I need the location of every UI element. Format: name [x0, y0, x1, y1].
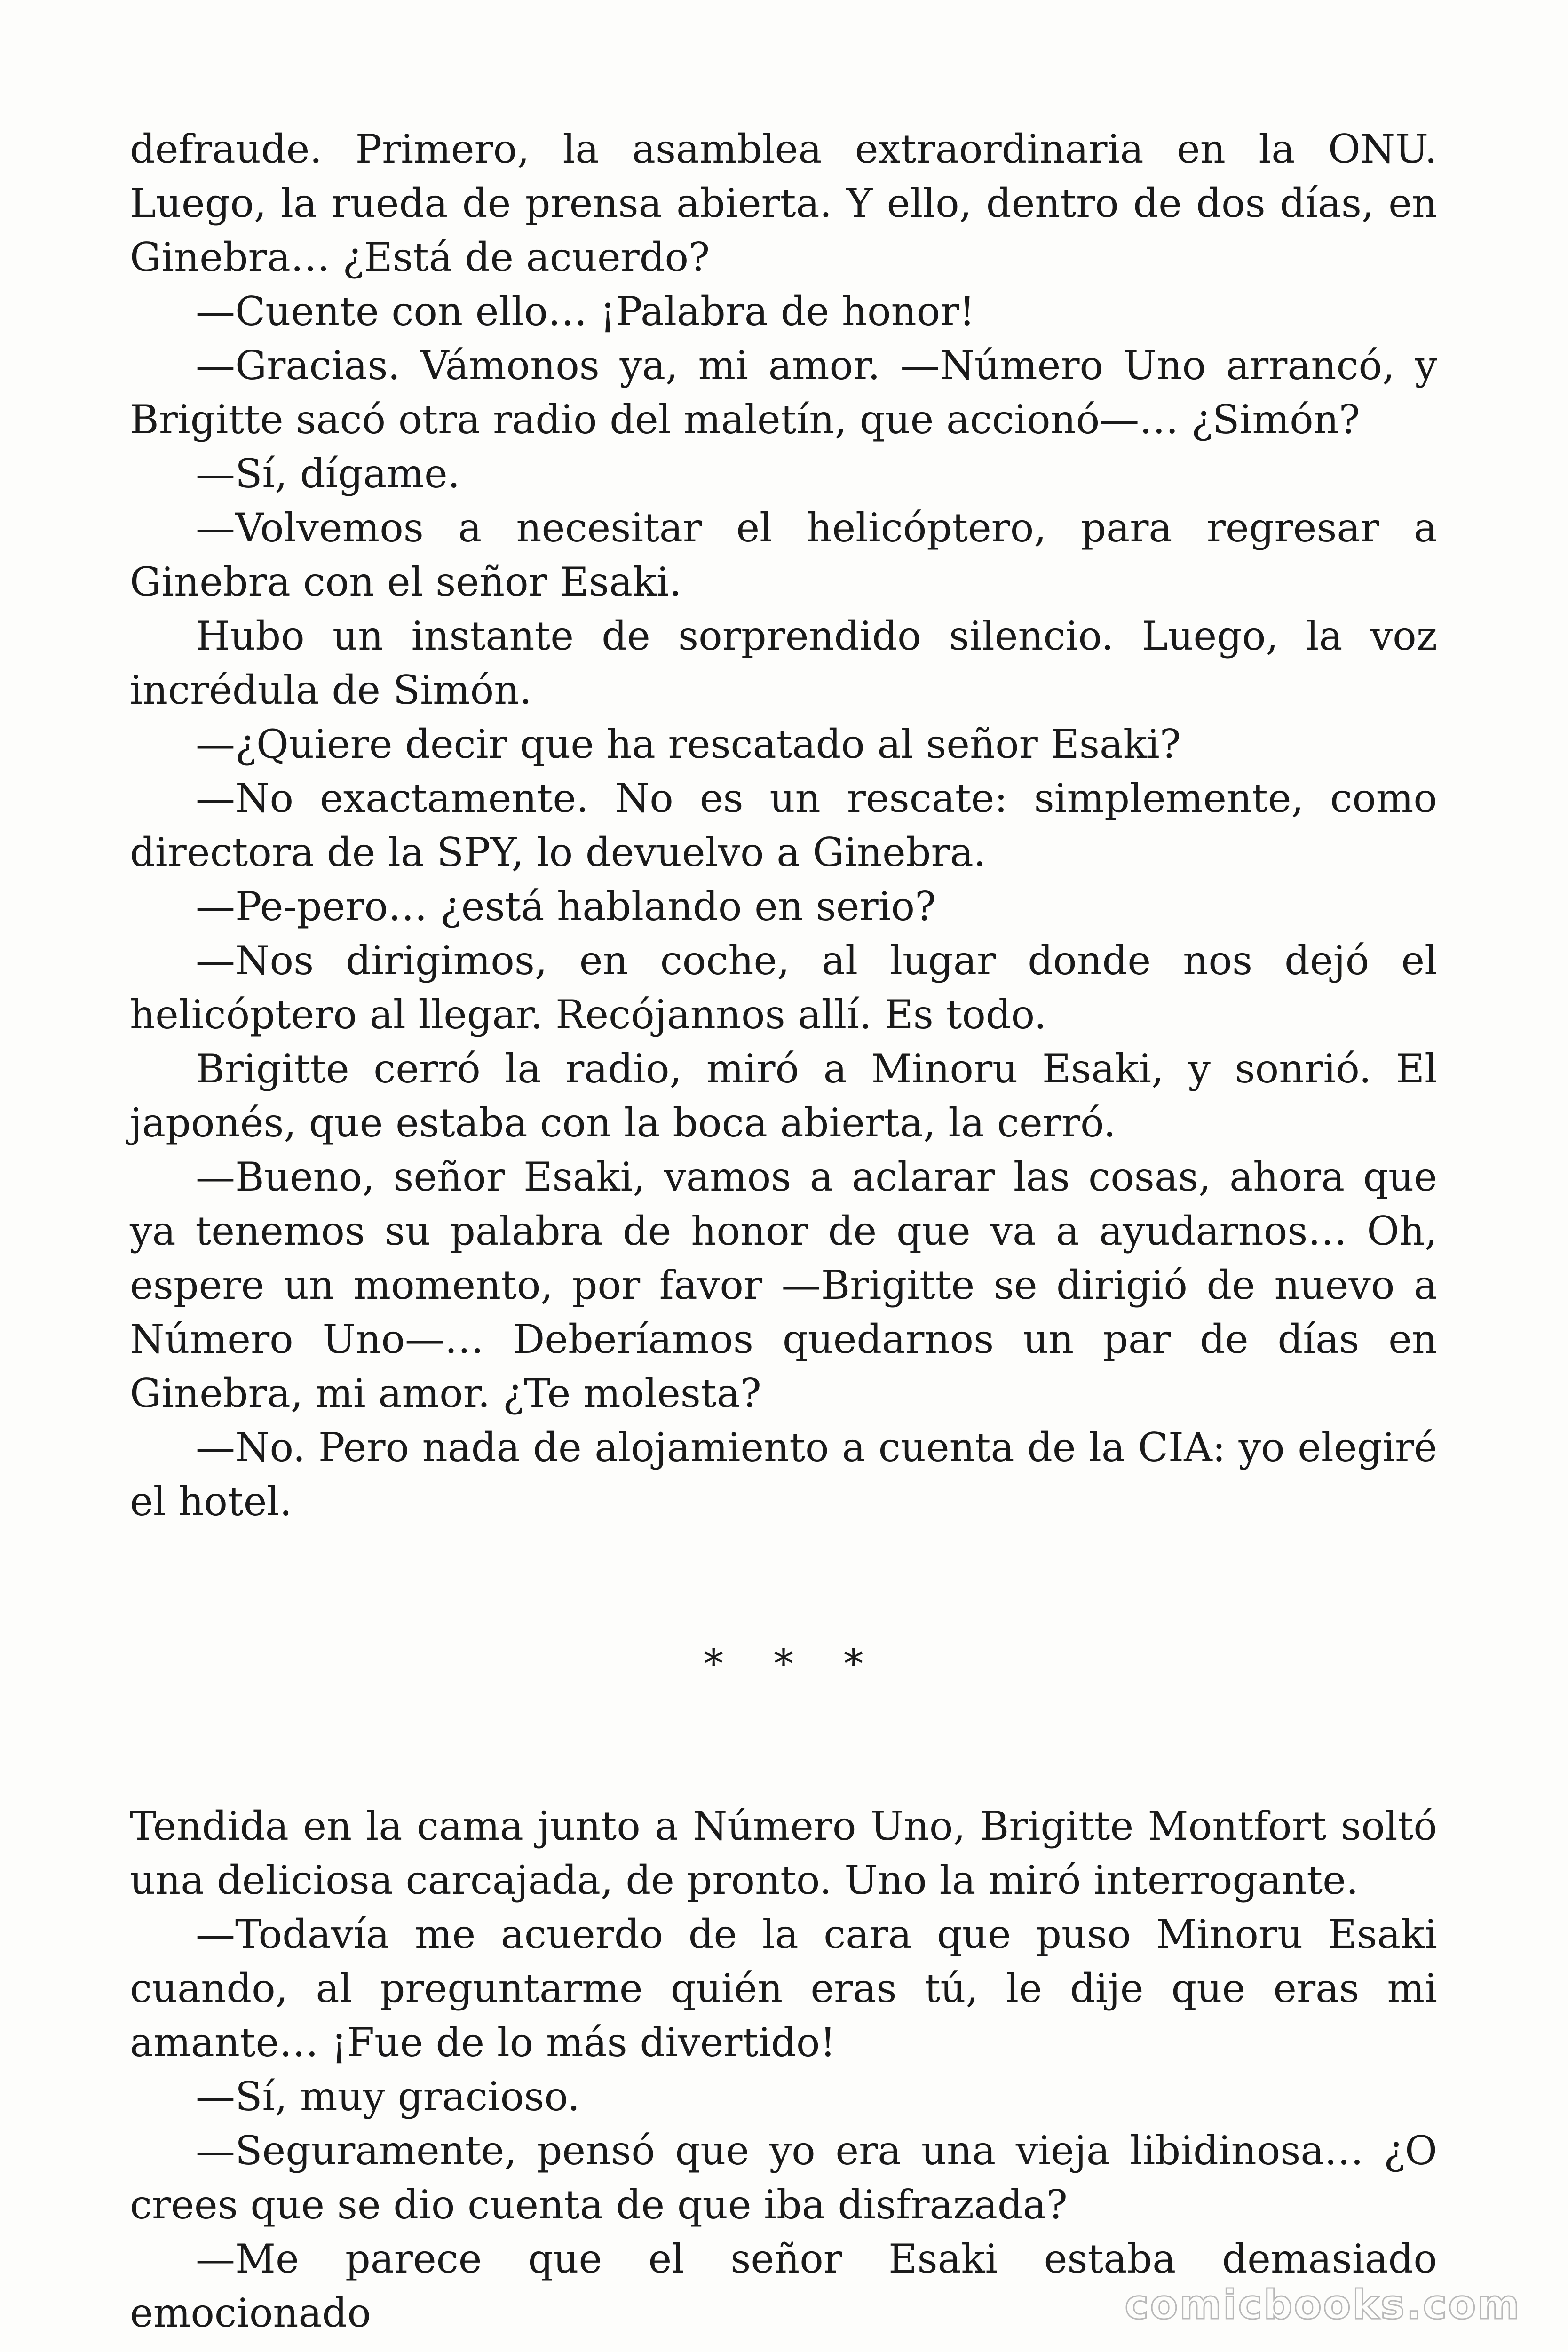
watermark-logo: comicbooks.com — [1125, 2281, 1521, 2328]
scene-separator: * * * — [704, 1641, 882, 1687]
section-one-text — [130, 122, 1437, 1529]
paragraph: —Sí, muy gracioso. — [196, 2074, 580, 2120]
paragraph: Tendida en la cama junto a Número Uno, Brigitte Montfort soltó una deliciosa carcajada, de pronto. Uno la miró interrogante. — [130, 1803, 1437, 1903]
paragraph: Brigitte cerró la radio, miró a Minoru Esaki, y sonrió. El japonés, que estaba con la boca abierta, la cerró. — [130, 1046, 1437, 1146]
paragraph: —Me parece que el señor Esaki estaba demasiado emocionado — [130, 2236, 1437, 2336]
section-two-text — [130, 1799, 1437, 2340]
paragraph: —Nos dirigimos, en coche, al lugar donde nos dejó el helicóptero al llegar. Recójannos allí. Es todo. — [130, 938, 1437, 1038]
paragraph: —Gracias. Vámonos ya, mi amor. —Número Uno arrancó, y Brigitte sacó otra radio del maletín, que accionó—… ¿Simón? — [130, 342, 1437, 443]
paragraph: defraude. Primero, la asamblea extraordinaria en la ONU. Luego, la rueda de prensa abierta. Y ello, dentro de dos días, en Ginebra… ¿Está de acuerdo? — [130, 126, 1437, 280]
paragraph: —Cuente con ello… ¡Palabra de honor! — [196, 288, 975, 334]
paragraph: —Seguramente, pensó que yo era una vieja libidinosa… ¿O crees que se dio cuenta de que iba disfrazada? — [130, 2128, 1437, 2228]
paragraph: —No. Pero nada de alojamiento a cuenta de la CIA: yo elegiré el hotel. — [130, 1424, 1437, 1525]
paragraph: —¿Quiere decir que ha rescatado al señor Esaki? — [196, 721, 1181, 767]
paragraph: —Todavía me acuerdo de la cara que puso Minoru Esaki cuando, al preguntarme quién eras tú, le dije que eras mi amante… ¡Fue de lo más divertido! — [130, 1911, 1437, 2066]
paragraph: —Bueno, señor Esaki, vamos a aclarar las cosas, ahora que ya tenemos su palabra de honor de que va a ayudarnos… Oh, espere un momento, por favor —Brigitte se dirigió de nuevo a Número Uno—… Deberíamos quedarnos un par de días en Ginebra, mi amor. ¿Te molesta? — [130, 1154, 1437, 1416]
paragraph: —No exactamente. No es un rescate: simplemente, como directora de la SPY, lo devuelvo a Ginebra. — [130, 775, 1437, 875]
book-page — [130, 122, 1437, 2340]
paragraph: Hubo un instante de sorprendido silencio. Luego, la voz incrédula de Simón. — [130, 613, 1437, 713]
paragraph: —Volvemos a necesitar el helicóptero, para regresar a Ginebra con el señor Esaki. — [130, 505, 1437, 605]
paragraph: —Sí, dígame. — [196, 451, 460, 497]
paragraph: —Pe-pero… ¿está hablando en serio? — [196, 883, 936, 930]
